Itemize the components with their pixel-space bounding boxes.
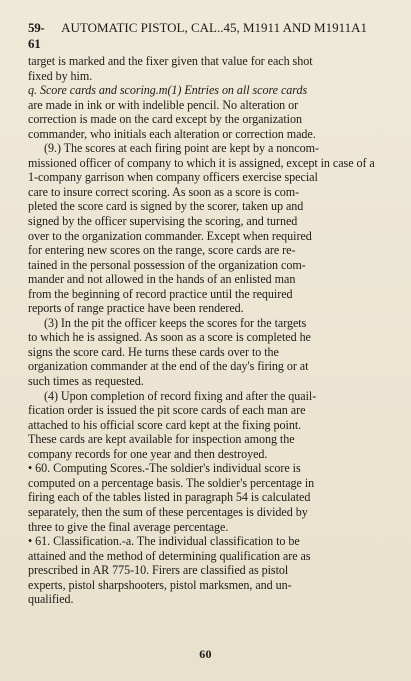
- text-line: mander and not allowed in the hands of an enlisted man: [28, 272, 296, 287]
- text-line: care to insure correct scoring. As soon as a score is com-: [28, 184, 300, 199]
- text-line: reports of range practice have been rendered.: [28, 301, 244, 316]
- text-line: signs the score card. He turns these cards over to the: [28, 344, 279, 359]
- text-line: (4) Upon completion of record fixing and after the quail-: [44, 388, 317, 403]
- text-line: three to give the final average percentage.: [28, 519, 229, 534]
- page-title: AUTOMATIC PISTOL, CAL..45, M1911 AND M1911A1: [61, 20, 367, 35]
- text-line: over to the organization commander. Except when required: [28, 228, 312, 243]
- text-line: pleted the score card is signed by the scorer, taken up and: [28, 199, 304, 214]
- text-line: experts, pistol sharpshooters, pistol marksmen, and un-: [28, 577, 292, 592]
- text-line: (9.) The scores at each firing point are kept by a noncom-: [44, 141, 319, 156]
- text-line: qualified.: [28, 592, 74, 607]
- text-line: correction is made on the card except by the organization: [28, 112, 302, 127]
- section-heading-line: q. Score cards and scoring.m(1) Entries on all score cards: [28, 83, 308, 98]
- text-line: firing each of the tables listed in paragraph 54 is calculated: [28, 490, 311, 505]
- text-line: fication order is issued the pit score cards of each man are: [28, 403, 306, 418]
- text-line: company records for one year and then destroyed.: [28, 446, 268, 461]
- text-line: (3) In the pit the officer keeps the scores for the targets: [44, 315, 307, 330]
- running-head: [28, 20, 367, 52]
- text-line: target is marked and the fixer given that value for each shot: [28, 54, 313, 68]
- text-line: • 60. Computing Scores.-The soldier's individual score is: [28, 461, 301, 476]
- text-line: attained and the method of determining qualification are as: [28, 548, 311, 563]
- text-line: 1-company garrison when company officers exercise special: [28, 170, 318, 185]
- text-line: computed on a percentage basis. The soldier's percentage in: [28, 475, 315, 490]
- text-line: for entering new scores on the range, score cards are re-: [28, 243, 296, 258]
- text-line: • 61. Classification.-a. The individual classification to be: [28, 534, 300, 549]
- text-line: fixed by him.: [28, 68, 93, 83]
- text-line: are made in ink or with indelible pencil. No alteration or: [28, 97, 299, 112]
- text-line: attached to his official score card kept at the fixing point.: [28, 417, 302, 432]
- text-line: to which he is assigned. As soon as a score is completed he: [28, 330, 311, 345]
- body-text: [28, 54, 375, 607]
- section-range: 59-61: [28, 20, 45, 51]
- text-line: missioned officer of company to which it is assigned, except in case of a: [28, 155, 375, 170]
- text-line: tained in the personal possession of the organization com-: [28, 257, 306, 272]
- text-line: These cards are kept available for inspection among the: [28, 432, 295, 447]
- text-line: organization commander at the end of the day's firing or at: [28, 359, 309, 374]
- page-number: 60: [199, 647, 212, 661]
- text-line: separately, then the sum of these percentages is divided by: [28, 504, 308, 519]
- text-line: from the beginning of record practice until the required: [28, 286, 293, 301]
- text-line: signed by the officer supervising the scoring, and turned: [28, 214, 298, 229]
- text-line: prescribed in AR 775-10. Firers are classified as pistol: [28, 563, 289, 578]
- text-line: such times as requested.: [28, 374, 144, 389]
- text-line: commander, who initials each alteration or correction made.: [28, 126, 316, 141]
